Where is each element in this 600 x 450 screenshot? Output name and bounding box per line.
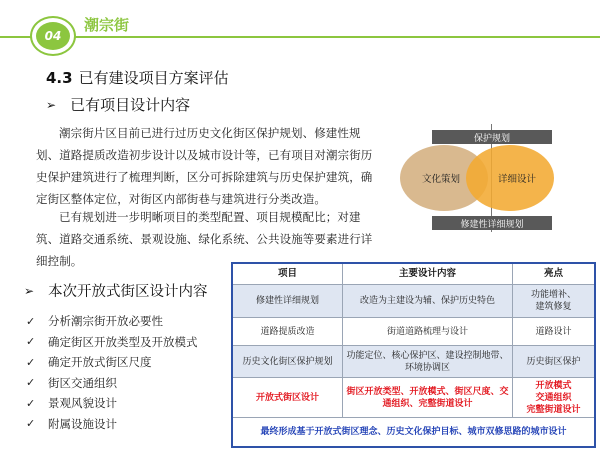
list-item <box>26 352 198 373</box>
list-item <box>26 311 198 332</box>
project-comparison-table <box>232 263 595 447</box>
list-item <box>26 414 198 435</box>
table-cell: 开放式街区设计 <box>233 378 343 418</box>
list-item-label: 附属设施设计 <box>48 416 117 431</box>
table-row <box>233 318 595 346</box>
design-checklist <box>26 311 198 434</box>
list-item <box>26 373 198 394</box>
table-cell: 开放模式 交通组织 完整街道设计 <box>513 378 595 418</box>
chapter-badge <box>30 16 76 56</box>
table-summary-row <box>233 418 595 447</box>
detailed-design-circle <box>466 145 554 211</box>
culture-planning-label: 文化策划 <box>422 174 461 185</box>
table-cell: 街道道路梳理与设计 <box>343 318 513 346</box>
table-row-highlight <box>233 378 595 418</box>
subsection-title: 本次开放式街区设计内容 <box>48 284 208 300</box>
table-cell: 街区开放类型、开放模式、街区尺度、交通组织、完整街道设计 <box>343 378 513 418</box>
list-item-label: 街区交通组织 <box>48 375 117 390</box>
planning-relationship-diagram <box>394 124 590 232</box>
list-item-label: 确定开放式街区尺度 <box>48 355 152 370</box>
check-icon: ✓ <box>26 335 36 349</box>
subsection-existing-projects <box>46 94 190 115</box>
subsection-title: 已有项目设计内容 <box>70 96 191 114</box>
detailed-design-label: 详细设计 <box>497 174 536 185</box>
table-header-row <box>233 264 595 285</box>
check-icon: ✓ <box>26 417 36 431</box>
detailed-construction-plan-bar: 修建性详细规划 <box>432 216 552 230</box>
table-row <box>233 285 595 318</box>
paragraph-existing-plans: 潮宗街片区目前已进行过历史文化街区保护规划、修建性规划、道路提质改造初步设计以及城市设计等，已有项目对潮宗街历史保护建筑进行了梳理判断，区分可拆除建筑与历史保护建筑，确定街区整体定位，对街区内部街巷与建筑进行分类改造。 <box>36 126 373 206</box>
table-row <box>233 346 595 378</box>
section-number: 4.3 <box>46 69 73 87</box>
table-cell: 历史文化街区保护规划 <box>233 346 343 378</box>
section-title <box>46 67 229 88</box>
paragraph-further-plans: 已有规划进一步明晰项目的类型配置、项目规模配比；对建筑、道路交通系统、景观设施、绿化系统、公共设施等要素进行详细控制。 <box>36 210 373 268</box>
table-cell: 功能定位、核心保护区、建设控制地带、环境协调区 <box>343 346 513 378</box>
table-summary: 最终形成基于开放式街区理念、历史文化保护目标、城市双修思路的城市设计 <box>233 418 595 447</box>
header-rule <box>0 36 600 38</box>
protection-planning-bar: 保护规划 <box>432 130 552 144</box>
column-header-highlights: 亮点 <box>513 264 595 285</box>
list-item-label: 景观风貌设计 <box>48 396 117 411</box>
table-cell: 修建性详细规划 <box>233 285 343 318</box>
arrow-bullet-icon: ➢ <box>24 283 35 298</box>
check-icon: ✓ <box>26 396 36 410</box>
list-item <box>26 393 198 414</box>
table-cell: 历史街区保护 <box>513 346 595 378</box>
check-icon: ✓ <box>26 314 36 328</box>
column-header-content: 主要设计内容 <box>343 264 513 285</box>
check-icon: ✓ <box>26 355 36 369</box>
table-cell: 功能增补、 建筑修复 <box>513 285 595 318</box>
check-icon: ✓ <box>26 376 36 390</box>
chapter-title: 潮宗街 <box>84 16 130 34</box>
table-cell: 道路设计 <box>513 318 595 346</box>
table-cell: 改造为主建设为辅、保护历史特色 <box>343 285 513 318</box>
column-header-project: 项目 <box>233 264 343 285</box>
subsection-open-block-design <box>24 280 208 301</box>
chapter-number: 04 <box>36 22 70 50</box>
list-item-label: 确定街区开放类型及开放模式 <box>48 334 198 349</box>
arrow-bullet-icon: ➢ <box>46 97 57 112</box>
table-cell: 道路提质改造 <box>233 318 343 346</box>
section-title-text: 已有建设项目方案评估 <box>78 69 229 87</box>
list-item-label: 分析潮宗街开放必要性 <box>48 314 163 329</box>
list-item <box>26 332 198 353</box>
